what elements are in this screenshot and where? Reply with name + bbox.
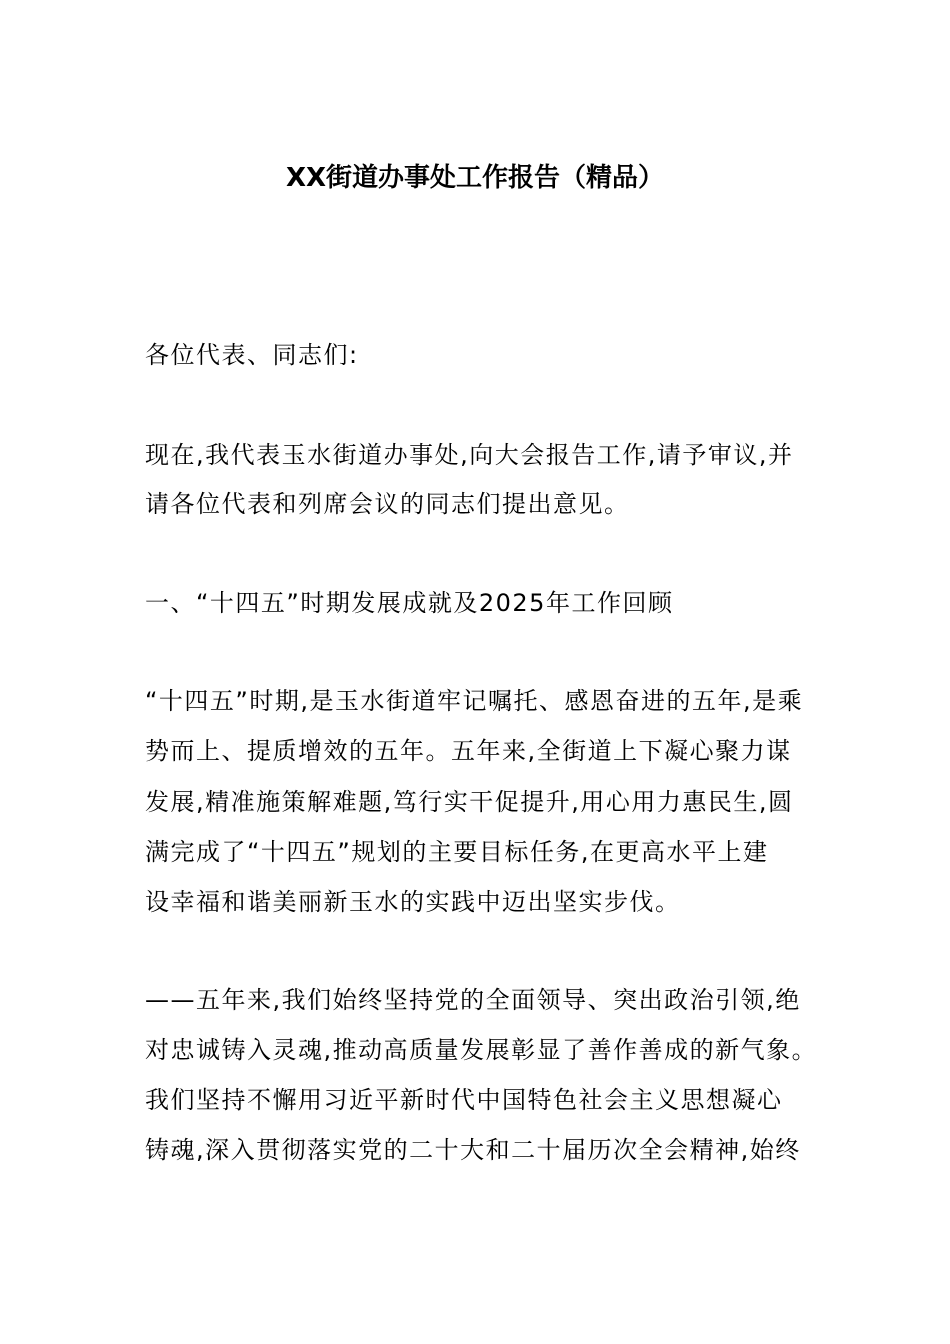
- paragraph-line: 势而上、提质增效的五年。五年来,全街道上下凝心聚力谋: [145, 737, 792, 765]
- paragraph-line: 我们坚持不懈用习近平新时代中国特色社会主义思想凝心: [145, 1086, 783, 1114]
- paragraph-line: 铸魂,深入贯彻落实党的二十大和二十届历次全会精神,始终: [145, 1136, 801, 1164]
- document-title: XX街道办事处工作报告（精品）: [285, 163, 665, 193]
- paragraph-line: 现在,我代表玉水街道办事处,向大会报告工作,请予审议,并: [145, 441, 794, 469]
- paragraph-line: 发展,精准施策解难题,笃行实干促提升,用心用力惠民生,圆: [145, 788, 794, 816]
- paragraph-line: 对忠诚铸入灵魂,推动高质量发展彰显了善作善成的新气象。: [145, 1036, 818, 1064]
- paragraph-line: 设幸福和谐美丽新玉水的实践中迈出坚实步伐。: [145, 888, 681, 916]
- paragraph-line: 满完成了“十四五”规划的主要目标任务,在更高水平上建: [145, 838, 769, 866]
- section-heading: 一、“十四五”时期发展成就及2025年工作回顾: [145, 589, 674, 617]
- salutation: 各位代表、同志们:: [145, 341, 359, 369]
- paragraph-line: 请各位代表和列席会议的同志们提出意见。: [145, 490, 630, 518]
- paragraph-line: “十四五”时期,是玉水街道牢记嘱托、感恩奋进的五年,是乘: [145, 687, 804, 715]
- paragraph-line: ——五年来,我们始终坚持党的全面领导、突出政治引领,绝: [145, 986, 801, 1014]
